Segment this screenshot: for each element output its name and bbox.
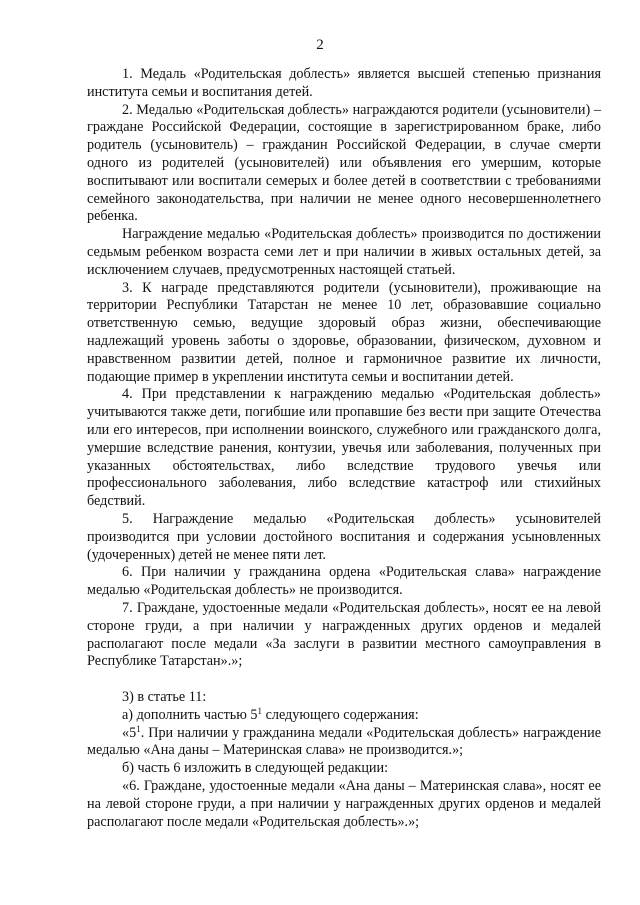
paragraph-10-text-after: следующего содержания: (262, 706, 419, 723)
paragraph-2: 2. Медалью «Родительская доблесть» награждаются родители (усыновители) – граждане Российской Федерации, состоящие в зарегистрированном браке, либо родитель (усыновитель) – гражданин Российской Федерации, в случае смерти одного из родителей (усыновителей) или объявления его умершим, которые воспитывают или воспитали семерых и более детей в соответствии с требованиями семейного законодательства, при наличии не менее одного несовершеннолетнего ребенка. (87, 101, 601, 225)
paragraph-11-text-before: «5 (122, 724, 137, 741)
paragraph-7: 6. При наличии у гражданина ордена «Родительская слава» награждение медалью «Родительская доблесть» не производится. (87, 564, 601, 599)
paragraph-11-superscript: 1 (136, 723, 141, 734)
paragraph-1: 1. Медаль «Родительская доблесть» является высшей степенью признания института семьи и воспитания детей. (87, 66, 601, 100)
paragraph-10 (87, 707, 601, 725)
paragraph-11 (87, 725, 601, 761)
paragraph-6: 5. Награждение медалью «Родительская доблесть» усыновителей производится при условии достойного воспитания и содержания усыновленных (удочеренных) детей не менее пяти лет. (87, 510, 601, 563)
paragraph-4: 3. К награде представляются родители (усыновители), проживающие на территории Республики Татарстан не менее 10 лет, образовавшие социально ответственную семью, ведущие здоровый образ жизни, обеспечивающие надлежащий уровень заботы о здоровье, образовании, физическом, духовном и нравственном развитии детей, полное и гармоничное развитие их личности, подающие пример в укреплении института семьи и воспитании детей. (87, 279, 601, 385)
document-body (87, 66, 601, 831)
paragraph-10-text-before: а) дополнить частью 5 (122, 706, 258, 723)
page-number: 2 (316, 37, 324, 53)
paragraph-11-text-after: . При наличии у гражданина медали «Родительская доблесть» награждение медалью «Ана даны – Материнская слава» не производится.»; (87, 724, 601, 759)
paragraph-9: 3) в статье 11: (122, 689, 207, 706)
paragraph-3: Награждение медалью «Родительская доблесть» производится по достижении седьмым ребенком возраста семи лет и при наличии в живых остальных детей, за исключением случаев, предусмотренных настоящей статьей. (87, 226, 601, 278)
paragraph-13: «6. Граждане, удостоенные медали «Ана даны – Материнская слава», носят ее на левой стороне груди, а при наличии у награжденных других орденов и медалей располагают после медали «Родительская доблесть».»; (87, 778, 601, 830)
paragraph-8: 7. Граждане, удостоенные медали «Родительская доблесть», носят ее на левой стороне груди, а при наличии у награжденных других орденов и медалей располагают после медали «За заслуги в развитии местного самоуправления в Республике Татарстан».»; (87, 599, 601, 670)
paragraph-5: 4. При представлении к награждению медалью «Родительская доблесть» учитываются также дети, погибшие или пропавшие без вести при защите Отечества или его интересов, при исполнении воинского, служебного или гражданского долга, умершие вследствие ранения, контузии, увечья или заболевания, полученных при указанных обстоятельствах, либо вследствие трудового увечья или профессионального заболевания, либо вследствие катастроф или стихийных бедствий. (87, 386, 601, 510)
paragraph-12: б) часть 6 изложить в следующей редакции: (122, 760, 389, 777)
section-spacer (87, 671, 601, 689)
paragraph-10-superscript: 1 (257, 705, 263, 716)
